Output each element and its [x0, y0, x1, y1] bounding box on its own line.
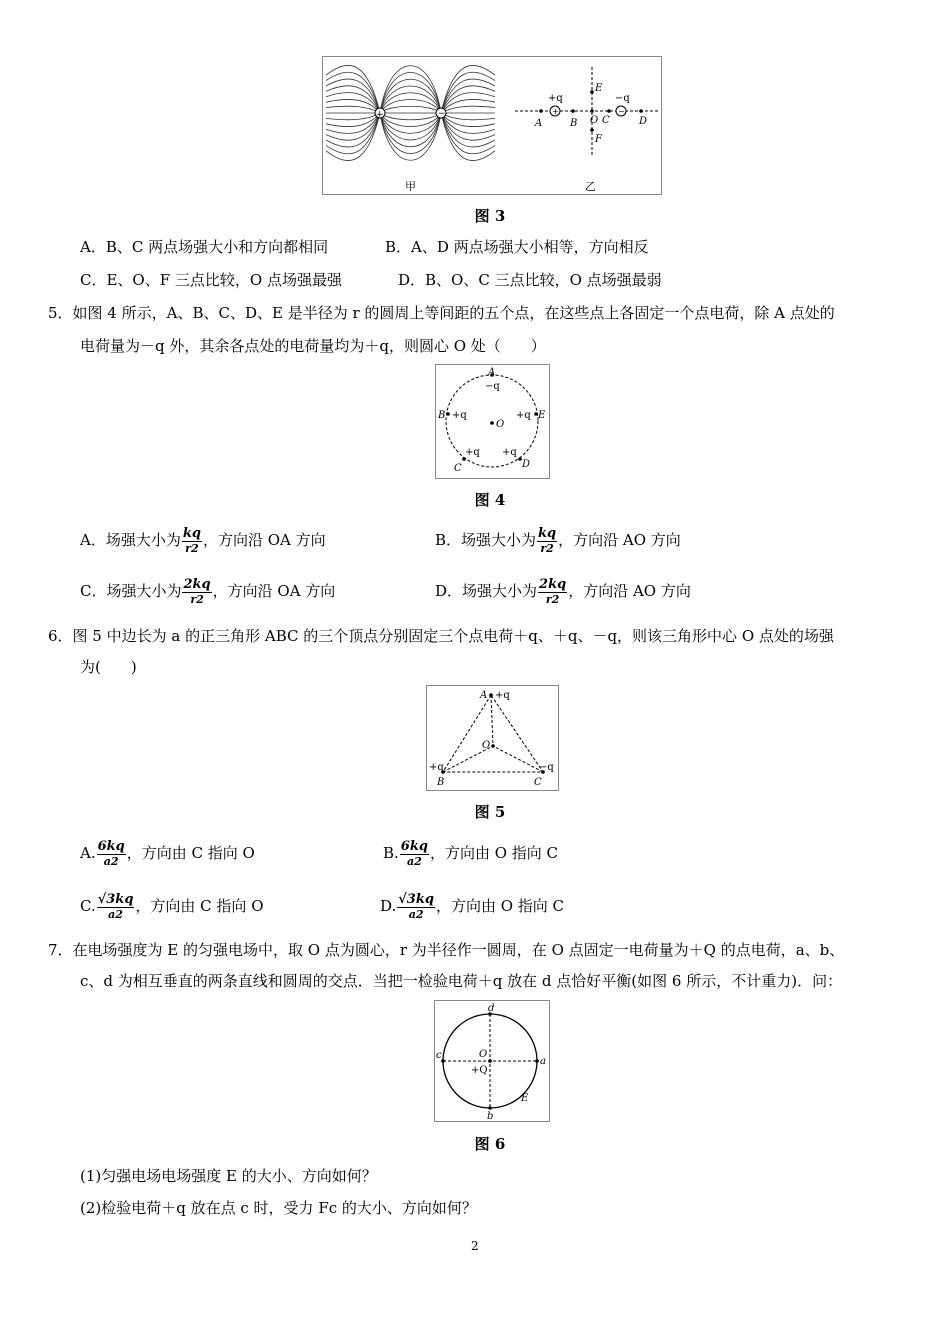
q6-a-den: a2 [103, 855, 119, 868]
fig4-Eq: +q [516, 410, 531, 421]
fig3-E: E [595, 83, 603, 94]
figure-6-caption: 图 6 [474, 1135, 506, 1153]
fig6-c: c [436, 1050, 442, 1061]
field-line [441, 93, 495, 113]
q5-b-pre: B．场强大小为 [435, 531, 537, 549]
field-line [441, 113, 495, 120]
q5-line2: 电荷量为－q 外，其余各点处的电荷量均为＋q，则圆心 O 处（ ） [80, 337, 546, 355]
fig3-nq: −q [615, 93, 630, 104]
figure-6-drawing [435, 1001, 549, 1121]
svg-text:+: + [552, 107, 559, 116]
q4-option-d: D．B、O、C 三点比较，O 点场强最弱 [398, 271, 662, 289]
fig4-Cq: +q [465, 447, 480, 458]
figure-5 [426, 685, 559, 791]
q5-c-post: ，方向沿 OA 方向 [212, 582, 336, 600]
fig3-O: O [590, 115, 599, 126]
fig3-F: F [595, 134, 602, 145]
q6-d-den: a2 [408, 908, 424, 921]
q6-line1: 6．图 5 中边长为 a 的正三角形 ABC 的三个顶点分别固定三个点电荷＋q、＋q、－q，则该三角形中心 O 点处的场强 [48, 627, 834, 645]
q7-sub1: (1)匀强电场电场强度 E 的大小、方向如何？ [80, 1167, 377, 1185]
fig4-O: O [496, 419, 505, 430]
fig6-E: E [521, 1093, 529, 1104]
figure-4-caption: 图 4 [474, 491, 506, 509]
figure-4 [435, 364, 550, 479]
field-line [380, 113, 441, 120]
field-line [326, 79, 380, 113]
svg-text:−: − [618, 107, 625, 116]
fig4-Dq: +q [502, 447, 517, 458]
fig5-B: B [437, 777, 445, 788]
field-line [441, 106, 495, 113]
q5-b-frac [537, 527, 557, 555]
fig5-C: C [534, 777, 542, 788]
q5-a-post: ，方向沿 OA 方向 [202, 531, 326, 549]
figure-6 [434, 1000, 550, 1122]
q5-d-pre: D．场强大小为 [435, 582, 538, 600]
q6-d-frac [397, 893, 435, 921]
fig4-A: A [488, 367, 496, 378]
q5-option-a [80, 522, 326, 558]
figure-5-drawing [427, 686, 558, 790]
fig6-a: a [540, 1056, 546, 1067]
svg-text:−: − [438, 109, 446, 119]
fig5-A: A [480, 690, 488, 701]
fig3-pq: +q [548, 93, 563, 104]
figure-3-caption: 图 3 [474, 207, 506, 225]
q6-a-pre: A. [80, 844, 96, 862]
q5-option-c [80, 573, 335, 609]
q6-line2: 为( ) [80, 658, 137, 676]
q5-option-d [435, 573, 691, 609]
q5-a-den: r2 [185, 542, 199, 555]
q7-sub2: (2)检验电荷＋q 放在点 c 时，受力 Fc 的大小、方向如何？ [80, 1199, 477, 1217]
fig5-Bq: +q [429, 762, 444, 773]
q6-c-pre: C. [80, 897, 96, 915]
q6-a-post: ，方向由 C 指向 O [126, 844, 255, 862]
q5-b-post: ，方向沿 AO 方向 [558, 531, 681, 549]
q4-option-b: B．A、D 两点场强大小相等，方向相反 [385, 238, 649, 256]
q5-b-den: r2 [540, 542, 554, 555]
q6-c-frac [97, 893, 135, 921]
q6-b-num: 6kq [400, 839, 428, 854]
fig3-B: B [570, 118, 578, 129]
q5-a-num: kq [182, 526, 201, 541]
q6-option-c [80, 888, 264, 924]
fig6-Q: +Q [471, 1065, 488, 1076]
fig4-D: D [522, 459, 531, 470]
q5-line1: 5．如图 4 所示，A、B、C、D、E 是半径为 r 的圆周上等间距的五个点，在这些点上各固定一个点电荷，除 A 点处的 [48, 304, 835, 322]
q5-option-b [435, 522, 681, 558]
page-number: 2 [471, 1239, 479, 1253]
fig6-b: b [487, 1111, 494, 1121]
q6-b-post: ，方向由 O 指向 C [429, 844, 559, 862]
field-line [441, 113, 495, 147]
q6-d-pre: D. [380, 897, 397, 915]
fig4-B: B [438, 410, 446, 421]
field-line [380, 106, 441, 113]
fig4-nq: −q [485, 381, 500, 392]
q5-d-den: r2 [545, 593, 560, 606]
fig3-A: A [535, 118, 543, 129]
fig3-C: C [602, 115, 610, 126]
q7-line2: c、d 为相互垂直的两条直线和圆周的交点．当把一检验电荷＋q 放在 d 点恰好平衡(如图 6 所示，不计重力)．问： [80, 972, 843, 990]
q5-d-post: ，方向沿 AO 方向 [568, 582, 691, 600]
svg-text:+: + [376, 110, 384, 120]
fig5-Aq: +q [495, 690, 510, 701]
field-line [441, 113, 495, 133]
fig3-left-label: 甲 [405, 180, 416, 193]
fig4-E: E [538, 410, 546, 421]
field-line [441, 79, 495, 113]
q6-b-pre: B. [383, 844, 399, 862]
figure-4-drawing [436, 365, 549, 478]
fig5-Cq: −q [539, 762, 554, 773]
q5-a-frac [182, 527, 202, 555]
q5-c-den: r2 [190, 593, 204, 606]
q5-d-num: 2kq [539, 577, 567, 592]
q5-a-pre: A．场强大小为 [80, 531, 181, 549]
field-line [326, 93, 380, 113]
q6-d-post: ，方向由 O 指向 C [435, 897, 565, 915]
q6-c-post: ，方向由 C 指向 O [135, 897, 264, 915]
q6-a-num: 6kq [97, 839, 125, 854]
q4-option-c: C．E、O、F 三点比较，O 点场强最强 [80, 271, 342, 289]
fig3-D: D [639, 116, 648, 127]
q6-option-d [380, 888, 564, 924]
q4-option-a: A．B、C 两点场强大小和方向都相同 [80, 238, 329, 256]
field-line [326, 113, 380, 133]
fig6-d: d [488, 1003, 495, 1014]
q5-c-num: 2kq [183, 577, 211, 592]
fig4-Bq: +q [452, 410, 467, 421]
figure-3-drawing [323, 57, 661, 194]
fig4-C: C [454, 463, 462, 474]
q5-b-num: kq [538, 526, 557, 541]
field-line [326, 113, 380, 147]
q6-option-b [383, 835, 558, 871]
fig3-right-label: 乙 [585, 180, 596, 193]
q5-d-frac [538, 578, 567, 606]
q6-c-den: a2 [108, 908, 123, 921]
q6-b-den: a2 [406, 855, 422, 868]
figure-3 [322, 56, 662, 195]
q6-c-num: √3kq [97, 892, 134, 907]
fig6-O: O [479, 1049, 488, 1060]
q5-c-pre: C．场强大小为 [80, 582, 182, 600]
q6-d-num: √3kq [398, 892, 434, 907]
fig5-O: O [482, 740, 491, 751]
q6-option-a [80, 835, 255, 871]
field-line [326, 106, 380, 113]
q7-line1: 7．在电场强度为 E 的匀强电场中，取 O 点为圆心，r 为半径作一圆周，在 O 点固定一电荷量为＋Q 的点电荷，a、b、 [48, 941, 845, 959]
q6-b-frac [400, 840, 429, 868]
figure-5-caption: 图 5 [474, 803, 506, 821]
field-line [326, 113, 380, 120]
q6-a-frac [97, 840, 126, 868]
q5-c-frac [182, 578, 211, 606]
